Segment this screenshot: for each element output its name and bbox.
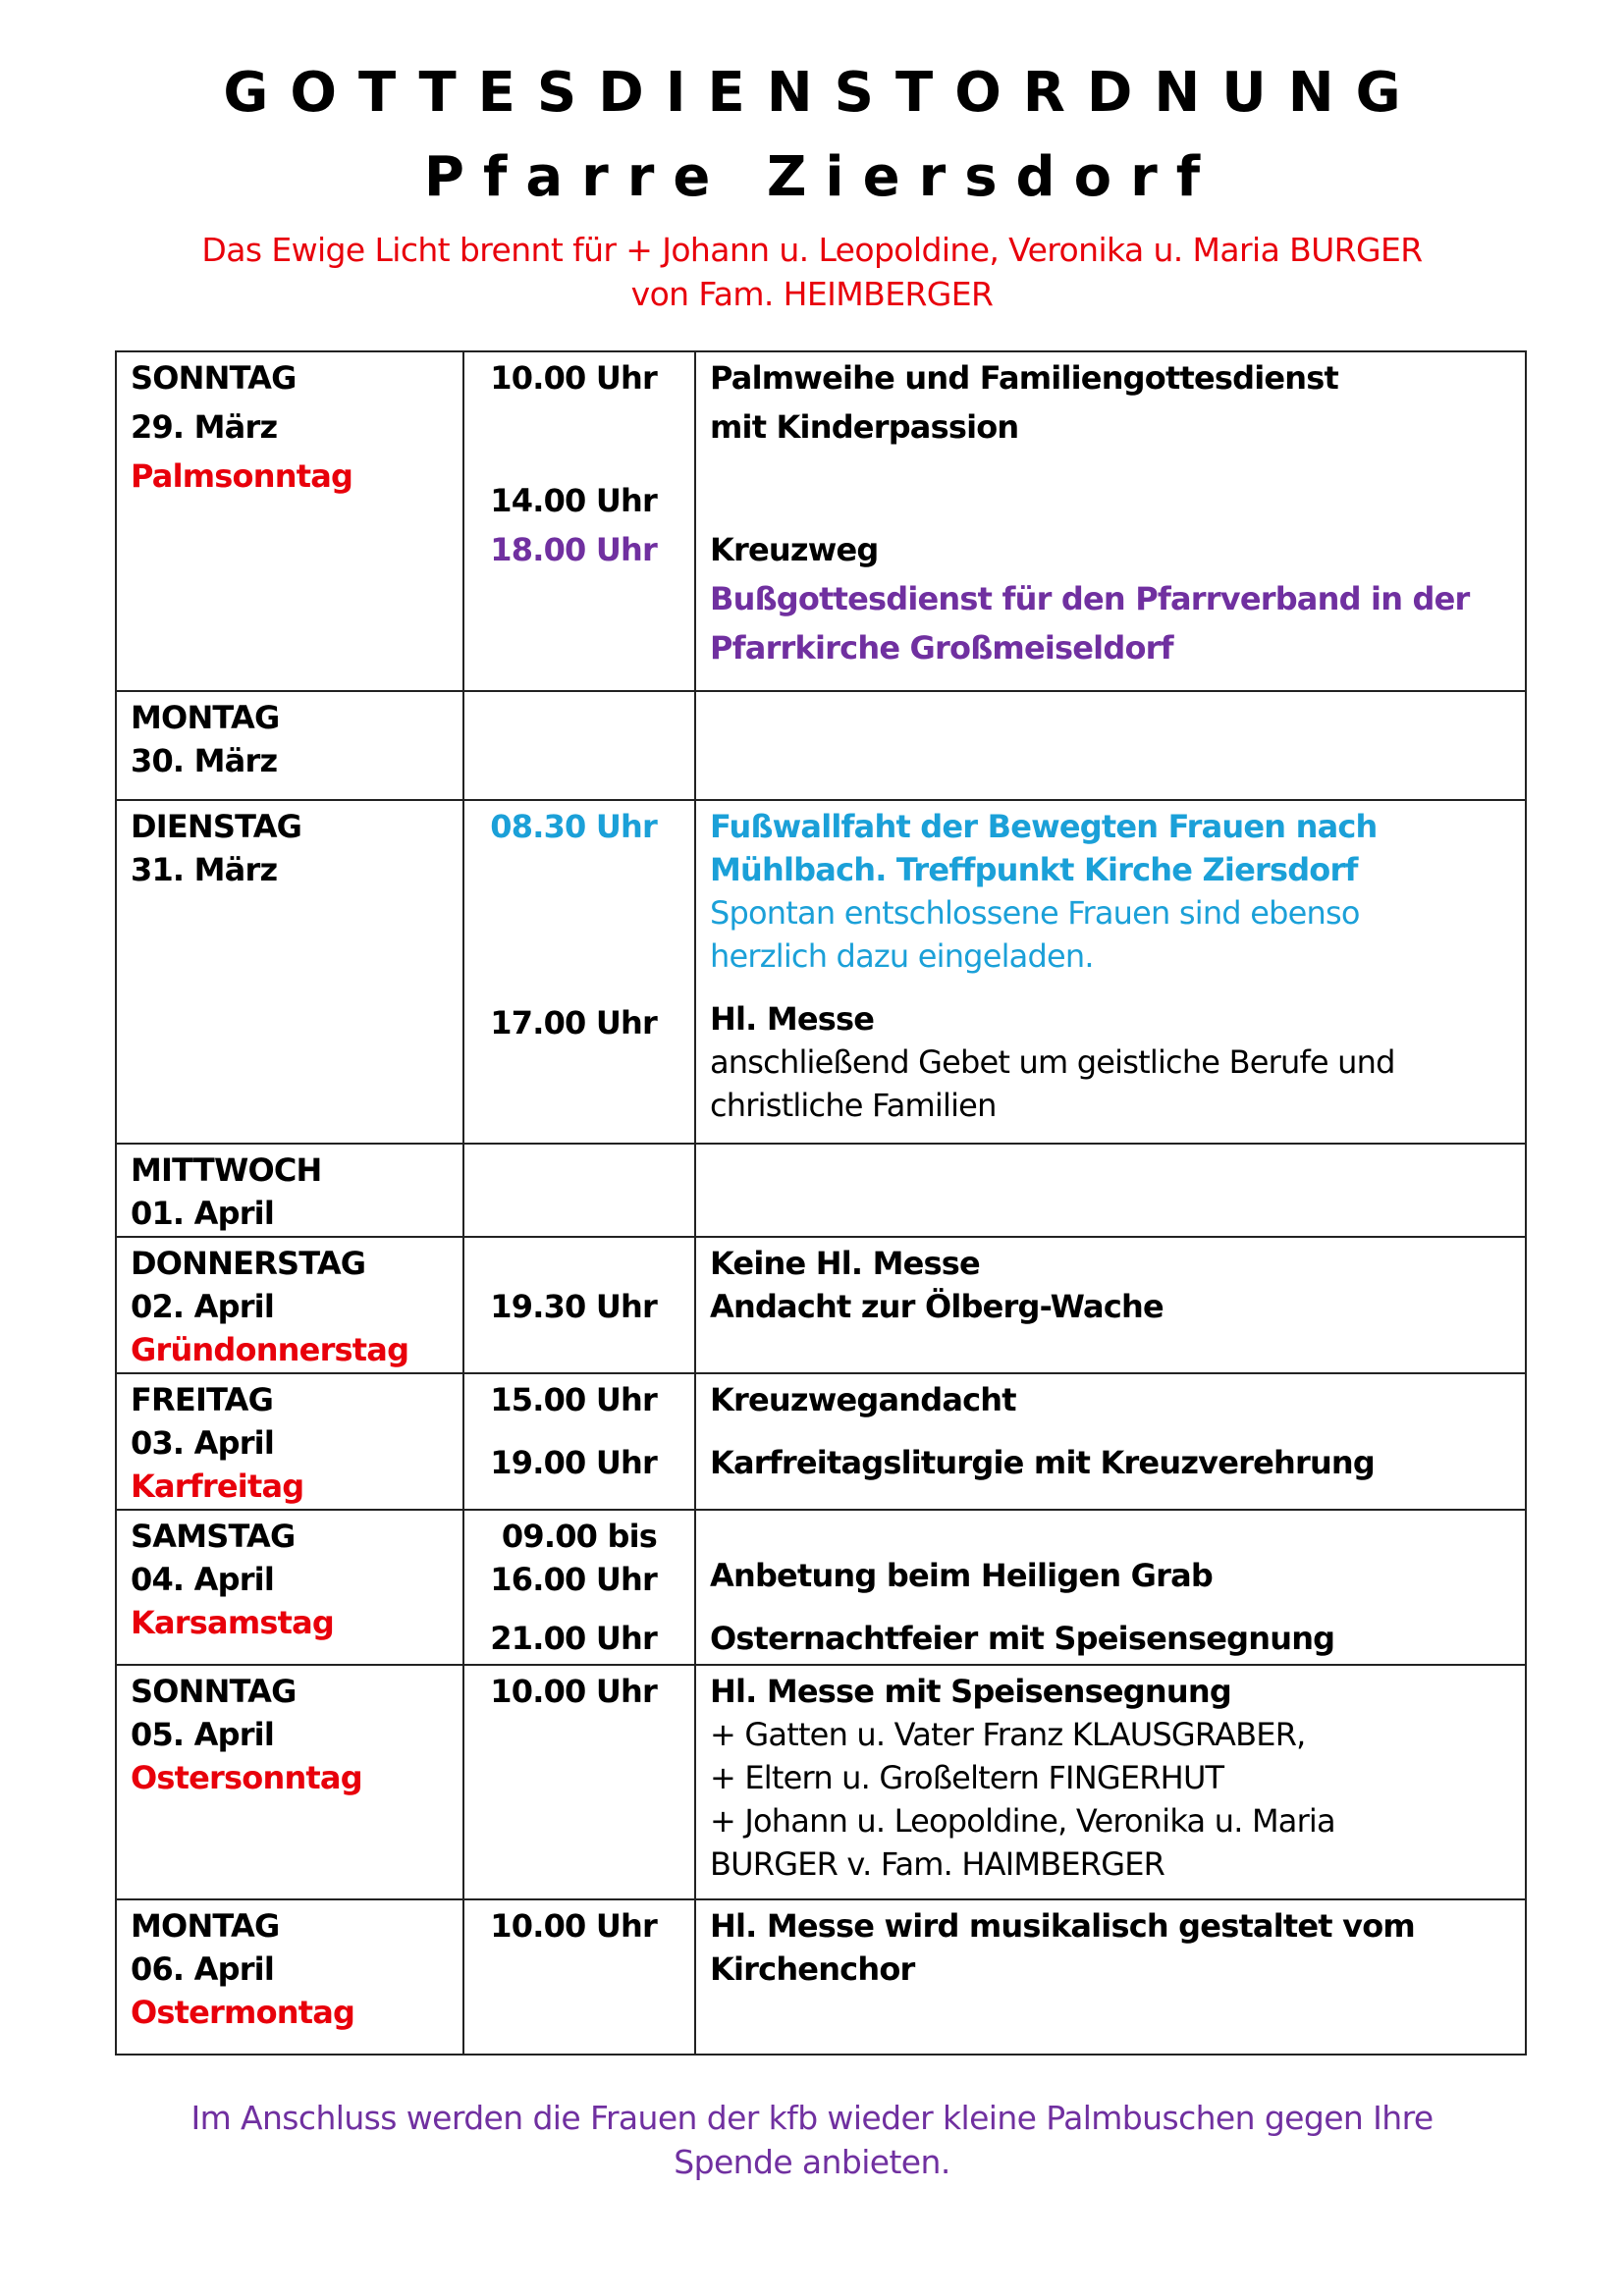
weekday: MITTWOCH <box>131 1151 322 1189</box>
time: 19.00 Uhr <box>490 1444 657 1481</box>
service-title: Kreuzwegandacht <box>710 1381 1016 1418</box>
day-cell <box>116 1899 463 2055</box>
service-title: Osternachtfeier mit Speisensegnung <box>710 1620 1335 1657</box>
date: 02. April <box>131 1288 275 1325</box>
parish-name: Pfarre Ziersdorf <box>423 145 1219 209</box>
feast-name: Ostermontag <box>131 1994 355 2031</box>
weekday: SONNTAG <box>131 359 297 397</box>
time-cell <box>463 1510 695 1665</box>
date: 04. April <box>131 1561 275 1598</box>
time: 14.00 Uhr <box>490 482 657 519</box>
weekday: MONTAG <box>131 699 280 736</box>
schedule-row <box>116 691 1526 800</box>
time: 16.00 Uhr <box>490 1561 657 1598</box>
date: 06. April <box>131 1950 275 1988</box>
service-detail: christliche Familien <box>710 1087 997 1124</box>
time-cell <box>463 1373 695 1510</box>
schedule-row <box>116 1144 1526 1237</box>
service-title: Karfreitagsliturgie mit Kreuzverehrung <box>710 1444 1376 1481</box>
eternal-light-line-2: von Fam. HEIMBERGER <box>630 275 994 313</box>
service-detail: mit Kinderpassion <box>710 408 1019 446</box>
weekday: DIENSTAG <box>131 808 302 845</box>
date: 31. März <box>131 851 278 888</box>
description-cell <box>695 1373 1526 1510</box>
footer-line-1: Im Anschluss werden die Frauen der kfb wieder kleine Palmbuschen gegen Ihre <box>190 2099 1434 2137</box>
weekday: DONNERSTAG <box>131 1245 366 1282</box>
day-cell <box>116 1144 463 1237</box>
time: 18.00 Uhr <box>490 531 657 568</box>
eternal-light-line-1: Das Ewige Licht brennt für + Johann u. Leopoldine, Veronika u. Maria BURGER <box>201 231 1423 269</box>
service-title: Palmweihe und Familiengottesdienst <box>710 359 1339 397</box>
description-cell <box>695 1665 1526 1899</box>
date: 29. März <box>131 408 278 446</box>
description-cell <box>695 1899 1526 2055</box>
day-cell <box>116 1665 463 1899</box>
schedule-row <box>116 1899 1526 2055</box>
mass-intention: + Gatten u. Vater Franz KLAUSGRABER, <box>710 1716 1306 1753</box>
weekday: FREITAG <box>131 1381 274 1418</box>
time-cell <box>463 1144 695 1237</box>
service-title: Bußgottesdienst für den Pfarrverband in der <box>710 580 1470 617</box>
time: 10.00 Uhr <box>490 1907 657 1945</box>
service-detail: anschließend Gebet um geistliche Berufe und <box>710 1043 1395 1081</box>
time-cell <box>463 1665 695 1899</box>
palm-bouquet-note <box>0 2096 1624 2184</box>
date: 01. April <box>131 1195 275 1232</box>
service-schedule-table <box>115 350 1527 2056</box>
time-cell <box>463 1899 695 2055</box>
feast-name: Karsamstag <box>131 1604 335 1641</box>
service-title: Mühlbach. Treffpunkt Kirche Ziersdorf <box>710 851 1358 888</box>
day-cell <box>116 1237 463 1373</box>
service-title: Andacht zur Ölberg-Wache <box>710 1288 1164 1325</box>
schedule-row <box>116 1237 1526 1373</box>
time: 15.00 Uhr <box>490 1381 657 1418</box>
schedule-row <box>116 1510 1526 1665</box>
service-title: Anbetung beim Heiligen Grab <box>710 1557 1213 1594</box>
day-cell <box>116 1510 463 1665</box>
date: 03. April <box>131 1424 275 1462</box>
feast-name: Ostersonntag <box>131 1759 362 1796</box>
weekday: SAMSTAG <box>131 1518 296 1555</box>
service-title: Hl. Messe mit Speisensegnung <box>710 1673 1231 1710</box>
day-cell <box>116 800 463 1144</box>
service-detail: herzlich dazu eingeladen. <box>710 937 1094 975</box>
feast-name: Gründonnerstag <box>131 1331 409 1368</box>
time-cell <box>463 691 695 800</box>
time: 17.00 Uhr <box>490 1004 657 1041</box>
schedule-row <box>116 351 1526 691</box>
feast-name: Palmsonntag <box>131 457 353 495</box>
description-cell <box>695 800 1526 1144</box>
time: 21.00 Uhr <box>490 1620 657 1657</box>
time: 10.00 Uhr <box>490 359 657 397</box>
time-cell <box>463 800 695 1144</box>
service-detail: Spontan entschlossene Frauen sind ebenso <box>710 894 1360 932</box>
service-title: Hl. Messe <box>710 1000 875 1038</box>
time-cell <box>463 1237 695 1373</box>
service-title: Keine Hl. Messe <box>710 1245 980 1282</box>
date: 30. März <box>131 742 278 779</box>
schedule-row <box>116 1373 1526 1510</box>
service-detail: Pfarrkirche Großmeiseldorf <box>710 629 1173 667</box>
time: 08.30 Uhr <box>490 808 657 845</box>
schedule-row <box>116 1665 1526 1899</box>
time-cell <box>463 351 695 691</box>
service-title: Kreuzweg <box>710 531 879 568</box>
footer-line-2: Spende anbieten. <box>674 2143 950 2181</box>
time: 09.00 bis <box>501 1518 657 1555</box>
description-cell <box>695 691 1526 800</box>
day-cell <box>116 351 463 691</box>
service-title: Hl. Messe wird musikalisch gestaltet vom <box>710 1907 1415 1945</box>
service-title: Kirchenchor <box>710 1950 915 1988</box>
description-cell <box>695 351 1526 691</box>
description-cell <box>695 1144 1526 1237</box>
mass-intention: + Johann u. Leopoldine, Veronika u. Maria <box>710 1802 1335 1840</box>
eternal-light-notice <box>0 228 1624 316</box>
time: 10.00 Uhr <box>490 1673 657 1710</box>
description-cell <box>695 1237 1526 1373</box>
date: 05. April <box>131 1716 275 1753</box>
day-cell <box>116 1373 463 1510</box>
day-cell <box>116 691 463 800</box>
feast-name: Karfreitag <box>131 1468 304 1505</box>
mass-intention: + Eltern u. Großeltern FINGERHUT <box>710 1759 1224 1796</box>
mass-intention: BURGER v. Fam. HAIMBERGER <box>710 1845 1165 1883</box>
weekday: MONTAG <box>131 1907 280 1945</box>
description-cell <box>695 1510 1526 1665</box>
time: 19.30 Uhr <box>490 1288 657 1325</box>
weekday: SONNTAG <box>131 1673 297 1710</box>
schedule-row <box>116 800 1526 1144</box>
service-title: Fußwallfaht der Bewegten Frauen nach <box>710 808 1378 845</box>
page-title: GOTTESDIENSTORDNUNG <box>223 61 1423 125</box>
